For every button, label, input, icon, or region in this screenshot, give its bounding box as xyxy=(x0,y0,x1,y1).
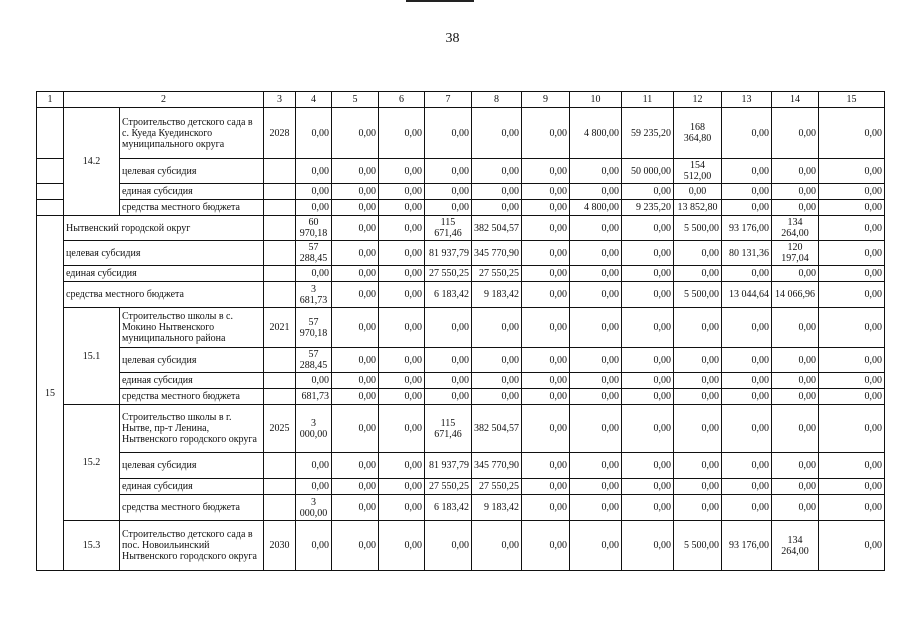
value-cell: 0,00 xyxy=(674,495,722,521)
header-cell: 1 xyxy=(37,92,64,108)
value-cell: 0,00 xyxy=(522,389,570,405)
table-row xyxy=(37,389,885,405)
value-cell: 0,00 xyxy=(472,373,522,389)
value-cell: 0,00 xyxy=(332,405,379,453)
year-cell xyxy=(264,266,296,282)
value-cell: 0,00 xyxy=(379,479,425,495)
value-cell: 0,00 xyxy=(332,308,379,348)
value-cell: 0,00 xyxy=(570,405,622,453)
value-cell: 3 000,00 xyxy=(296,405,332,453)
value-cell: 0,00 xyxy=(332,282,379,308)
value-cell: 0,00 xyxy=(332,184,379,200)
value-cell: 0,00 xyxy=(296,108,332,159)
value-cell: 382 504,57 xyxy=(472,405,522,453)
value-cell: 0,00 xyxy=(772,453,819,479)
row-label: средства местного бюджета xyxy=(120,389,264,405)
header-cell: 2 xyxy=(64,92,264,108)
value-cell: 382 504,57 xyxy=(472,216,522,241)
value-cell: 0,00 xyxy=(379,241,425,266)
value-cell: 0,00 xyxy=(379,266,425,282)
value-cell: 0,00 xyxy=(674,241,722,266)
value-cell: 0,00 xyxy=(622,389,674,405)
table-row xyxy=(37,266,885,282)
value-cell: 0,00 xyxy=(472,200,522,216)
value-cell: 60 970,18 xyxy=(296,216,332,241)
row-label: средства местного бюджета xyxy=(64,282,264,308)
value-cell: 168 364,80 xyxy=(674,108,722,159)
year-cell xyxy=(264,373,296,389)
value-cell: 0,00 xyxy=(472,521,522,571)
year-cell xyxy=(264,184,296,200)
value-cell: 0,00 xyxy=(472,389,522,405)
value-cell: 115 671,46 xyxy=(425,405,472,453)
value-cell: 0,00 xyxy=(622,282,674,308)
value-cell: 0,00 xyxy=(522,184,570,200)
value-cell: 345 770,90 xyxy=(472,453,522,479)
value-cell: 0,00 xyxy=(379,282,425,308)
value-cell: 0,00 xyxy=(570,282,622,308)
value-cell: 4 800,00 xyxy=(570,200,622,216)
value-cell: 0,00 xyxy=(819,216,885,241)
value-cell: 0,00 xyxy=(570,453,622,479)
value-cell: 0,00 xyxy=(296,266,332,282)
value-cell: 0,00 xyxy=(425,521,472,571)
row-label: единая субсидия xyxy=(120,479,264,495)
row-label: единая субсидия xyxy=(120,373,264,389)
value-cell: 81 937,79 xyxy=(425,453,472,479)
year-cell: 2021 xyxy=(264,308,296,348)
value-cell: 0,00 xyxy=(722,453,772,479)
value-cell: 0,00 xyxy=(332,373,379,389)
value-cell: 0,00 xyxy=(522,348,570,373)
year-cell: 2030 xyxy=(264,521,296,571)
value-cell: 9 183,42 xyxy=(472,282,522,308)
value-cell: 0,00 xyxy=(819,453,885,479)
value-cell: 0,00 xyxy=(819,282,885,308)
value-cell: 134 264,00 xyxy=(772,216,819,241)
value-cell: 0,00 xyxy=(379,308,425,348)
value-cell: 5 500,00 xyxy=(674,521,722,571)
value-cell: 0,00 xyxy=(425,159,472,184)
value-cell: 9 183,42 xyxy=(472,495,522,521)
value-cell: 0,00 xyxy=(379,216,425,241)
table-row xyxy=(37,216,885,241)
value-cell: 0,00 xyxy=(296,159,332,184)
value-cell: 0,00 xyxy=(622,348,674,373)
value-cell: 27 550,25 xyxy=(425,479,472,495)
budget-table xyxy=(36,91,885,571)
value-cell: 0,00 xyxy=(332,521,379,571)
value-cell: 0,00 xyxy=(332,108,379,159)
row-label: целевая субсидия xyxy=(120,159,264,184)
table-row xyxy=(37,308,885,348)
year-cell xyxy=(264,241,296,266)
value-cell: 0,00 xyxy=(819,348,885,373)
value-cell: 0,00 xyxy=(472,308,522,348)
row-label: средства местного бюджета xyxy=(120,495,264,521)
table-row xyxy=(37,159,885,184)
row-number: 15.3 xyxy=(64,521,120,571)
value-cell: 0,00 xyxy=(722,495,772,521)
value-cell: 27 550,25 xyxy=(472,266,522,282)
value-cell: 0,00 xyxy=(570,389,622,405)
value-cell: 0,00 xyxy=(772,308,819,348)
header-cell: 13 xyxy=(722,92,772,108)
row-label: целевая субсидия xyxy=(120,348,264,373)
value-cell: 5 500,00 xyxy=(674,282,722,308)
value-cell: 0,00 xyxy=(772,184,819,200)
header-cell: 4 xyxy=(296,92,332,108)
value-cell: 0,00 xyxy=(772,405,819,453)
table-row xyxy=(37,200,885,216)
value-cell: 0,00 xyxy=(819,521,885,571)
value-cell: 120 197,04 xyxy=(772,241,819,266)
value-cell: 0,00 xyxy=(332,241,379,266)
value-cell: 57 970,18 xyxy=(296,308,332,348)
header-cell: 8 xyxy=(472,92,522,108)
value-cell: 0,00 xyxy=(622,266,674,282)
value-cell: 0,00 xyxy=(522,495,570,521)
value-cell: 0,00 xyxy=(722,184,772,200)
value-cell: 0,00 xyxy=(425,389,472,405)
value-cell: 0,00 xyxy=(722,479,772,495)
value-cell: 50 000,00 xyxy=(622,159,674,184)
value-cell: 27 550,25 xyxy=(425,266,472,282)
value-cell: 0,00 xyxy=(622,308,674,348)
value-cell: 5 500,00 xyxy=(674,216,722,241)
value-cell: 0,00 xyxy=(296,184,332,200)
table-row xyxy=(37,495,885,521)
header-row xyxy=(37,92,885,108)
header-cell: 12 xyxy=(674,92,722,108)
value-cell: 0,00 xyxy=(522,308,570,348)
value-cell: 0,00 xyxy=(522,216,570,241)
value-cell: 6 183,42 xyxy=(425,495,472,521)
value-cell: 154 512,00 xyxy=(674,159,722,184)
header-cell: 11 xyxy=(622,92,674,108)
value-cell: 0,00 xyxy=(772,159,819,184)
header-cell: 6 xyxy=(379,92,425,108)
empty-cell xyxy=(37,108,64,159)
value-cell: 134 264,00 xyxy=(772,521,819,571)
value-cell: 0,00 xyxy=(570,308,622,348)
value-cell: 0,00 xyxy=(379,405,425,453)
value-cell: 0,00 xyxy=(772,200,819,216)
value-cell: 14 066,96 xyxy=(772,282,819,308)
value-cell: 0,00 xyxy=(622,405,674,453)
value-cell: 3 681,73 xyxy=(296,282,332,308)
table-row xyxy=(37,241,885,266)
row-number: 15 xyxy=(37,216,64,571)
value-cell: 0,00 xyxy=(332,266,379,282)
year-cell xyxy=(264,495,296,521)
value-cell: 0,00 xyxy=(379,200,425,216)
value-cell: 0,00 xyxy=(570,184,622,200)
value-cell: 27 550,25 xyxy=(472,479,522,495)
value-cell: 0,00 xyxy=(522,159,570,184)
value-cell: 0,00 xyxy=(472,184,522,200)
value-cell: 0,00 xyxy=(425,348,472,373)
value-cell: 0,00 xyxy=(522,405,570,453)
year-cell xyxy=(264,282,296,308)
value-cell: 0,00 xyxy=(819,479,885,495)
row-label: целевая субсидия xyxy=(120,453,264,479)
value-cell: 0,00 xyxy=(722,308,772,348)
value-cell: 0,00 xyxy=(622,373,674,389)
value-cell: 0,00 xyxy=(622,453,674,479)
value-cell: 0,00 xyxy=(674,405,722,453)
value-cell: 3 000,00 xyxy=(296,495,332,521)
value-cell: 0,00 xyxy=(722,405,772,453)
value-cell: 0,00 xyxy=(819,159,885,184)
value-cell: 0,00 xyxy=(425,373,472,389)
value-cell: 681,73 xyxy=(296,389,332,405)
header-cell: 14 xyxy=(772,92,819,108)
value-cell: 0,00 xyxy=(472,348,522,373)
value-cell: 0,00 xyxy=(379,159,425,184)
item-title: Нытвенский городской округ xyxy=(64,216,264,241)
value-cell: 0,00 xyxy=(772,108,819,159)
value-cell: 0,00 xyxy=(332,389,379,405)
year-cell xyxy=(264,200,296,216)
value-cell: 57 288,45 xyxy=(296,348,332,373)
value-cell: 0,00 xyxy=(425,108,472,159)
year-cell: 2028 xyxy=(264,108,296,159)
value-cell: 0,00 xyxy=(674,308,722,348)
value-cell: 0,00 xyxy=(425,200,472,216)
value-cell: 0,00 xyxy=(570,373,622,389)
value-cell: 0,00 xyxy=(570,495,622,521)
value-cell: 0,00 xyxy=(722,200,772,216)
row-label: средства местного бюджета xyxy=(120,200,264,216)
value-cell: 0,00 xyxy=(379,453,425,479)
year-cell xyxy=(264,389,296,405)
value-cell: 0,00 xyxy=(674,373,722,389)
value-cell: 0,00 xyxy=(379,184,425,200)
value-cell: 0,00 xyxy=(722,266,772,282)
value-cell: 0,00 xyxy=(819,184,885,200)
empty-cell xyxy=(37,159,64,184)
value-cell: 0,00 xyxy=(570,348,622,373)
value-cell: 0,00 xyxy=(819,266,885,282)
value-cell: 0,00 xyxy=(772,373,819,389)
value-cell: 0,00 xyxy=(819,405,885,453)
value-cell: 0,00 xyxy=(722,348,772,373)
value-cell: 0,00 xyxy=(772,389,819,405)
value-cell: 0,00 xyxy=(722,159,772,184)
table-row xyxy=(37,453,885,479)
year-cell xyxy=(264,216,296,241)
value-cell: 0,00 xyxy=(570,521,622,571)
value-cell: 13 044,64 xyxy=(722,282,772,308)
value-cell: 93 176,00 xyxy=(722,521,772,571)
value-cell: 0,00 xyxy=(332,479,379,495)
value-cell: 0,00 xyxy=(674,348,722,373)
header-cell: 3 xyxy=(264,92,296,108)
value-cell: 0,00 xyxy=(379,495,425,521)
value-cell: 0,00 xyxy=(522,200,570,216)
value-cell: 0,00 xyxy=(772,348,819,373)
value-cell: 0,00 xyxy=(622,184,674,200)
table-row xyxy=(37,348,885,373)
row-label: единая субсидия xyxy=(64,266,264,282)
value-cell: 0,00 xyxy=(722,108,772,159)
value-cell: 0,00 xyxy=(570,241,622,266)
table-row xyxy=(37,108,885,159)
value-cell: 0,00 xyxy=(379,348,425,373)
value-cell: 0,00 xyxy=(296,521,332,571)
value-cell: 0,00 xyxy=(622,495,674,521)
year-cell xyxy=(264,348,296,373)
value-cell: 0,00 xyxy=(570,216,622,241)
value-cell: 0,00 xyxy=(674,184,722,200)
table-row xyxy=(37,479,885,495)
value-cell: 0,00 xyxy=(722,389,772,405)
empty-cell xyxy=(37,184,64,200)
value-cell: 0,00 xyxy=(674,453,722,479)
value-cell: 0,00 xyxy=(522,479,570,495)
value-cell: 0,00 xyxy=(522,521,570,571)
value-cell: 81 937,79 xyxy=(425,241,472,266)
value-cell: 0,00 xyxy=(332,200,379,216)
value-cell: 57 288,45 xyxy=(296,241,332,266)
table-row xyxy=(37,282,885,308)
row-label: единая субсидия xyxy=(120,184,264,200)
value-cell: 0,00 xyxy=(296,453,332,479)
value-cell: 0,00 xyxy=(772,495,819,521)
value-cell: 0,00 xyxy=(622,521,674,571)
year-cell xyxy=(264,159,296,184)
value-cell: 0,00 xyxy=(570,266,622,282)
value-cell: 0,00 xyxy=(674,266,722,282)
year-cell: 2025 xyxy=(264,405,296,453)
item-title: Строительство школы в с. Мокино Нытвенского муниципального района xyxy=(120,308,264,348)
value-cell: 0,00 xyxy=(332,216,379,241)
value-cell: 0,00 xyxy=(332,453,379,479)
value-cell: 9 235,20 xyxy=(622,200,674,216)
value-cell: 0,00 xyxy=(296,200,332,216)
value-cell: 0,00 xyxy=(296,373,332,389)
table-row xyxy=(37,373,885,389)
year-cell xyxy=(264,479,296,495)
row-label: целевая субсидия xyxy=(64,241,264,266)
value-cell: 0,00 xyxy=(472,159,522,184)
table-row xyxy=(37,405,885,453)
header-cell: 7 xyxy=(425,92,472,108)
value-cell: 0,00 xyxy=(332,348,379,373)
value-cell: 0,00 xyxy=(819,389,885,405)
value-cell: 0,00 xyxy=(722,373,772,389)
value-cell: 0,00 xyxy=(622,479,674,495)
year-cell xyxy=(264,453,296,479)
value-cell: 0,00 xyxy=(772,266,819,282)
value-cell: 0,00 xyxy=(522,266,570,282)
value-cell: 0,00 xyxy=(379,108,425,159)
table-row xyxy=(37,184,885,200)
value-cell: 80 131,36 xyxy=(722,241,772,266)
value-cell: 0,00 xyxy=(425,184,472,200)
value-cell: 6 183,42 xyxy=(425,282,472,308)
value-cell: 345 770,90 xyxy=(472,241,522,266)
value-cell: 0,00 xyxy=(332,495,379,521)
item-title: Строительство школы в г. Нытве, пр-т Ленина, Нытвенского городского округа xyxy=(120,405,264,453)
value-cell: 0,00 xyxy=(819,373,885,389)
value-cell: 0,00 xyxy=(622,241,674,266)
item-title: Строительство детского сада в с. Куеда Куединского муниципального округа xyxy=(120,108,264,159)
value-cell: 0,00 xyxy=(819,200,885,216)
row-number: 15.2 xyxy=(64,405,120,521)
value-cell: 0,00 xyxy=(674,479,722,495)
header-cell: 5 xyxy=(332,92,379,108)
row-number: 14.2 xyxy=(64,108,120,216)
value-cell: 0,00 xyxy=(819,308,885,348)
value-cell: 0,00 xyxy=(522,282,570,308)
value-cell: 0,00 xyxy=(296,479,332,495)
value-cell: 0,00 xyxy=(622,216,674,241)
header-cell: 9 xyxy=(522,92,570,108)
value-cell: 13 852,80 xyxy=(674,200,722,216)
value-cell: 59 235,20 xyxy=(622,108,674,159)
value-cell: 0,00 xyxy=(522,373,570,389)
row-number: 15.1 xyxy=(64,308,120,405)
value-cell: 0,00 xyxy=(819,241,885,266)
header-cell: 15 xyxy=(819,92,885,108)
value-cell: 93 176,00 xyxy=(722,216,772,241)
table-row xyxy=(37,521,885,571)
value-cell: 0,00 xyxy=(522,108,570,159)
value-cell: 0,00 xyxy=(674,389,722,405)
value-cell: 4 800,00 xyxy=(570,108,622,159)
item-title: Строительство детского сада в пос. Новоильинский Нытвенского городского округа xyxy=(120,521,264,571)
value-cell: 0,00 xyxy=(472,108,522,159)
value-cell: 0,00 xyxy=(425,308,472,348)
value-cell: 115 671,46 xyxy=(425,216,472,241)
value-cell: 0,00 xyxy=(819,108,885,159)
value-cell: 0,00 xyxy=(570,479,622,495)
top-rule xyxy=(406,0,474,2)
value-cell: 0,00 xyxy=(522,453,570,479)
value-cell: 0,00 xyxy=(522,241,570,266)
value-cell: 0,00 xyxy=(332,159,379,184)
empty-cell xyxy=(37,200,64,216)
header-cell: 10 xyxy=(570,92,622,108)
value-cell: 0,00 xyxy=(379,389,425,405)
value-cell: 0,00 xyxy=(570,159,622,184)
page-number: 38 xyxy=(445,31,460,46)
value-cell: 0,00 xyxy=(379,521,425,571)
value-cell: 0,00 xyxy=(772,479,819,495)
value-cell: 0,00 xyxy=(379,373,425,389)
value-cell: 0,00 xyxy=(819,495,885,521)
